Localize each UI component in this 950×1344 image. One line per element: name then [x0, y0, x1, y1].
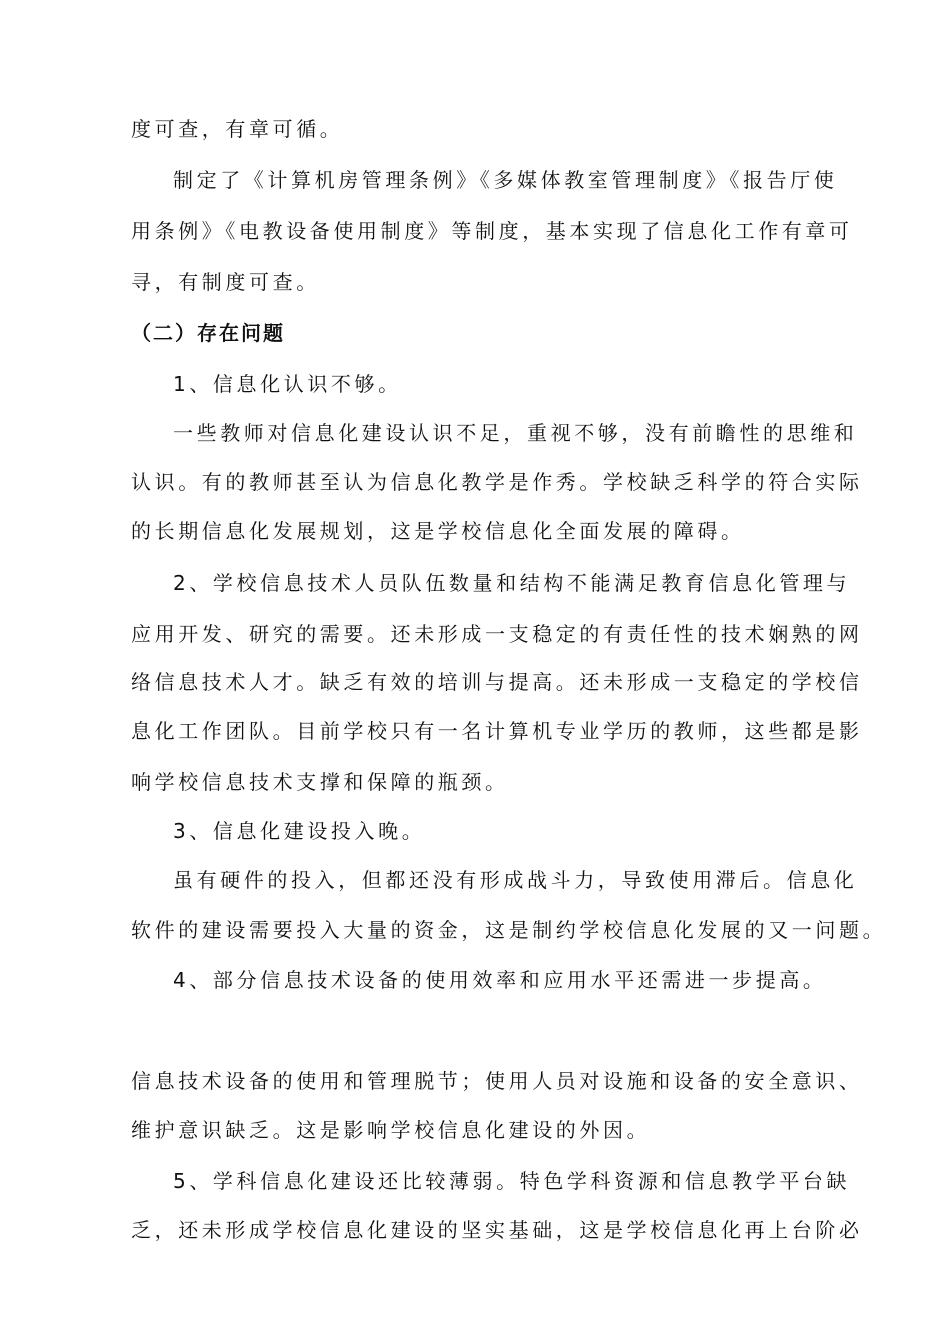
text-line: 虽有硬件的投入，但都还没有形成战斗力，导致使用滞后。信息化	[173, 868, 858, 892]
text-line: 应用开发、研究的需要。还未形成一支稳定的有责任性的技术娴熟的网	[131, 622, 863, 646]
text-line: 用条例》《电教设备使用制度》等制度，基本实现了信息化工作有章可	[131, 219, 853, 243]
text-line: 5、学科信息化建设还比较薄弱。特色学科资源和信息教学平台缺	[173, 1169, 851, 1193]
text-line: 乏，还未形成学校信息化建设的坚实基础，这是学校信息化再上台阶必	[131, 1218, 863, 1242]
text-line: 信息技术设备的使用和管理脱节；使用人员对设施和设备的安全意识、	[131, 1069, 863, 1093]
text-line: 寻，有制度可查。	[131, 270, 320, 294]
text-line: 维护意识缺乏。这是影响学校信息化建设的外因。	[131, 1118, 651, 1142]
text-line: 1、信息化认识不够。	[173, 372, 402, 396]
text-line: 软件的建设需要投入大量的资金，这是制约学校信息化发展的又一问题。	[131, 918, 887, 942]
text-line: 2、学校信息技术人员队伍数量和结构不能满足教育信息化管理与	[173, 571, 851, 595]
text-line: 息化工作团队。目前学校只有一名计算机专业学历的教师，这些都是影	[131, 719, 863, 743]
text-line: 认识。有的教师甚至认为信息化教学是作秀。学校缺乏科学的符合实际	[131, 470, 863, 494]
text-line: 的长期信息化发展规划，这是学校信息化全面发展的障碍。	[131, 519, 745, 543]
text-line: 3、信息化建设投入晚。	[173, 819, 426, 843]
text-line: 一些教师对信息化建设认识不足，重视不够，没有前瞻性的思维和	[173, 421, 858, 445]
text-line: 度可查，有章可循。	[131, 117, 344, 141]
text-line: 4、部分信息技术设备的使用效率和应用水平还需进一步提高。	[173, 968, 827, 992]
text-line: 制定了《计算机房管理条例》《多媒体教室管理制度》《报告厅使	[173, 168, 838, 192]
text-line: 响学校信息技术支撑和保障的瓶颈。	[131, 770, 509, 794]
section-heading: （二）存在问题	[131, 321, 285, 345]
text-line: 络信息技术人才。缺乏有效的培训与提高。还未形成一支稳定的学校信	[131, 670, 863, 694]
